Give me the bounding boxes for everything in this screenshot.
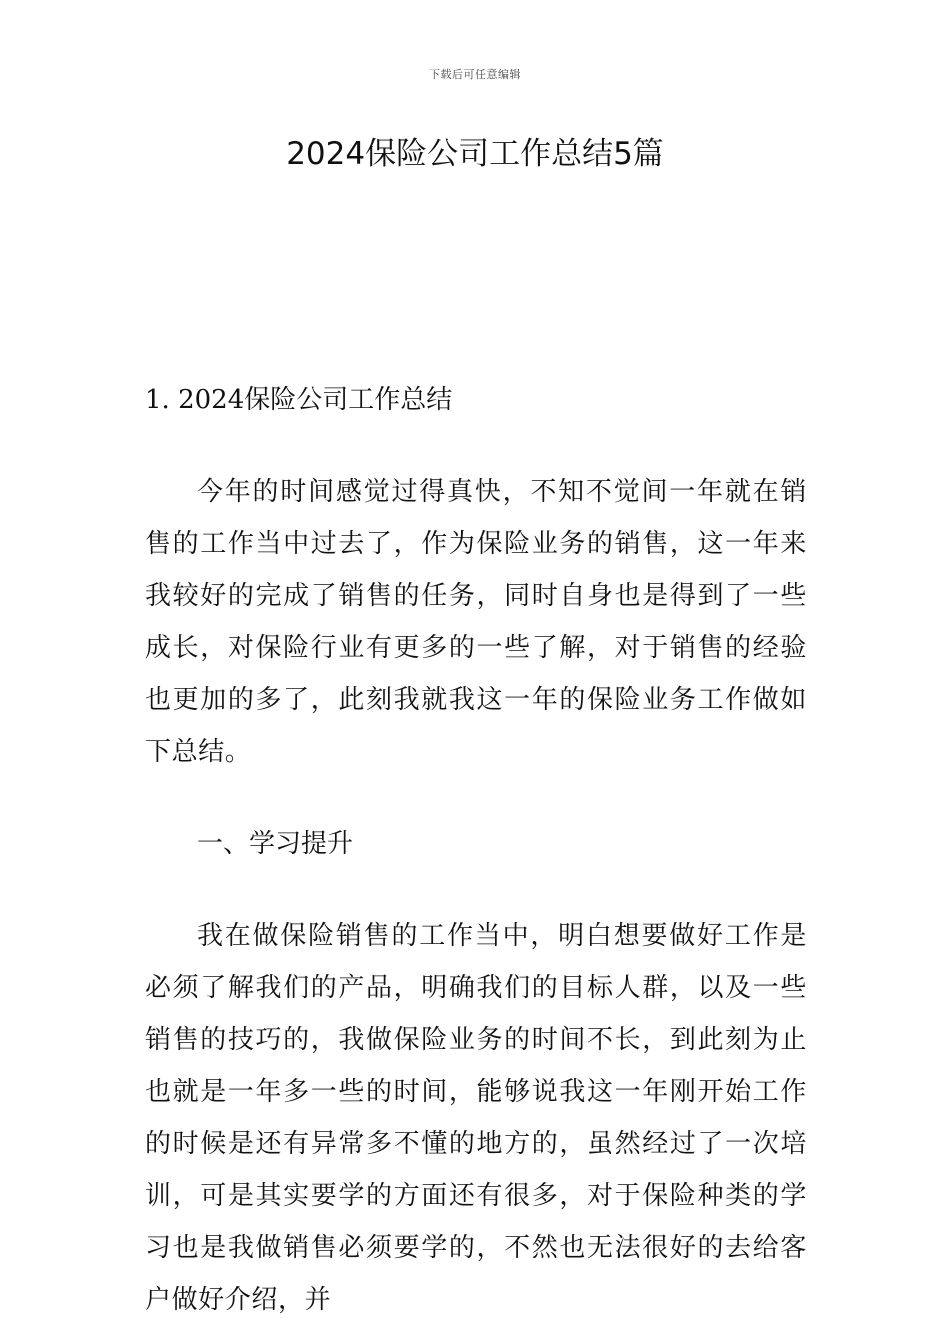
section-heading: 1. 2024保险公司工作总结 — [145, 385, 453, 415]
document-title: 2024保险公司工作总结5篇 — [286, 136, 664, 172]
paragraph-intro: 今年的时间感觉过得真快，不知不觉间一年就在销售的工作当中过去了，作为保险业务的销售，这一年来我较好的完成了销售的任务，同时自身也是得到了一些成长，对保险行业有更多的一些了解，对于销售的经验也更加的多了，此刻我就我这一年的保险业务工作做如下总结。 — [145, 477, 807, 767]
paragraph-learning: 我在做保险销售的工作当中，明白想要做好工作是必须了解我们的产品，明确我们的目标人群，以及一些销售的技巧的，我做保险业务的时间不长，到此刻为止也就是一年多一些的时间，能够说我这一年刚开始工作的时候是还有异常多不懂的地方的，虽然经过了一次培训，可是其实要学的方面还有很多，对于保险种类的学习也是我做销售必须要学的，不然也无法很好的去给客户做好介绍，并 — [145, 921, 807, 1315]
subheading-learning: 一、学习提升 — [197, 829, 354, 859]
document-body — [145, 374, 807, 1326]
header-note: 下载后可任意编辑 — [429, 68, 521, 81]
